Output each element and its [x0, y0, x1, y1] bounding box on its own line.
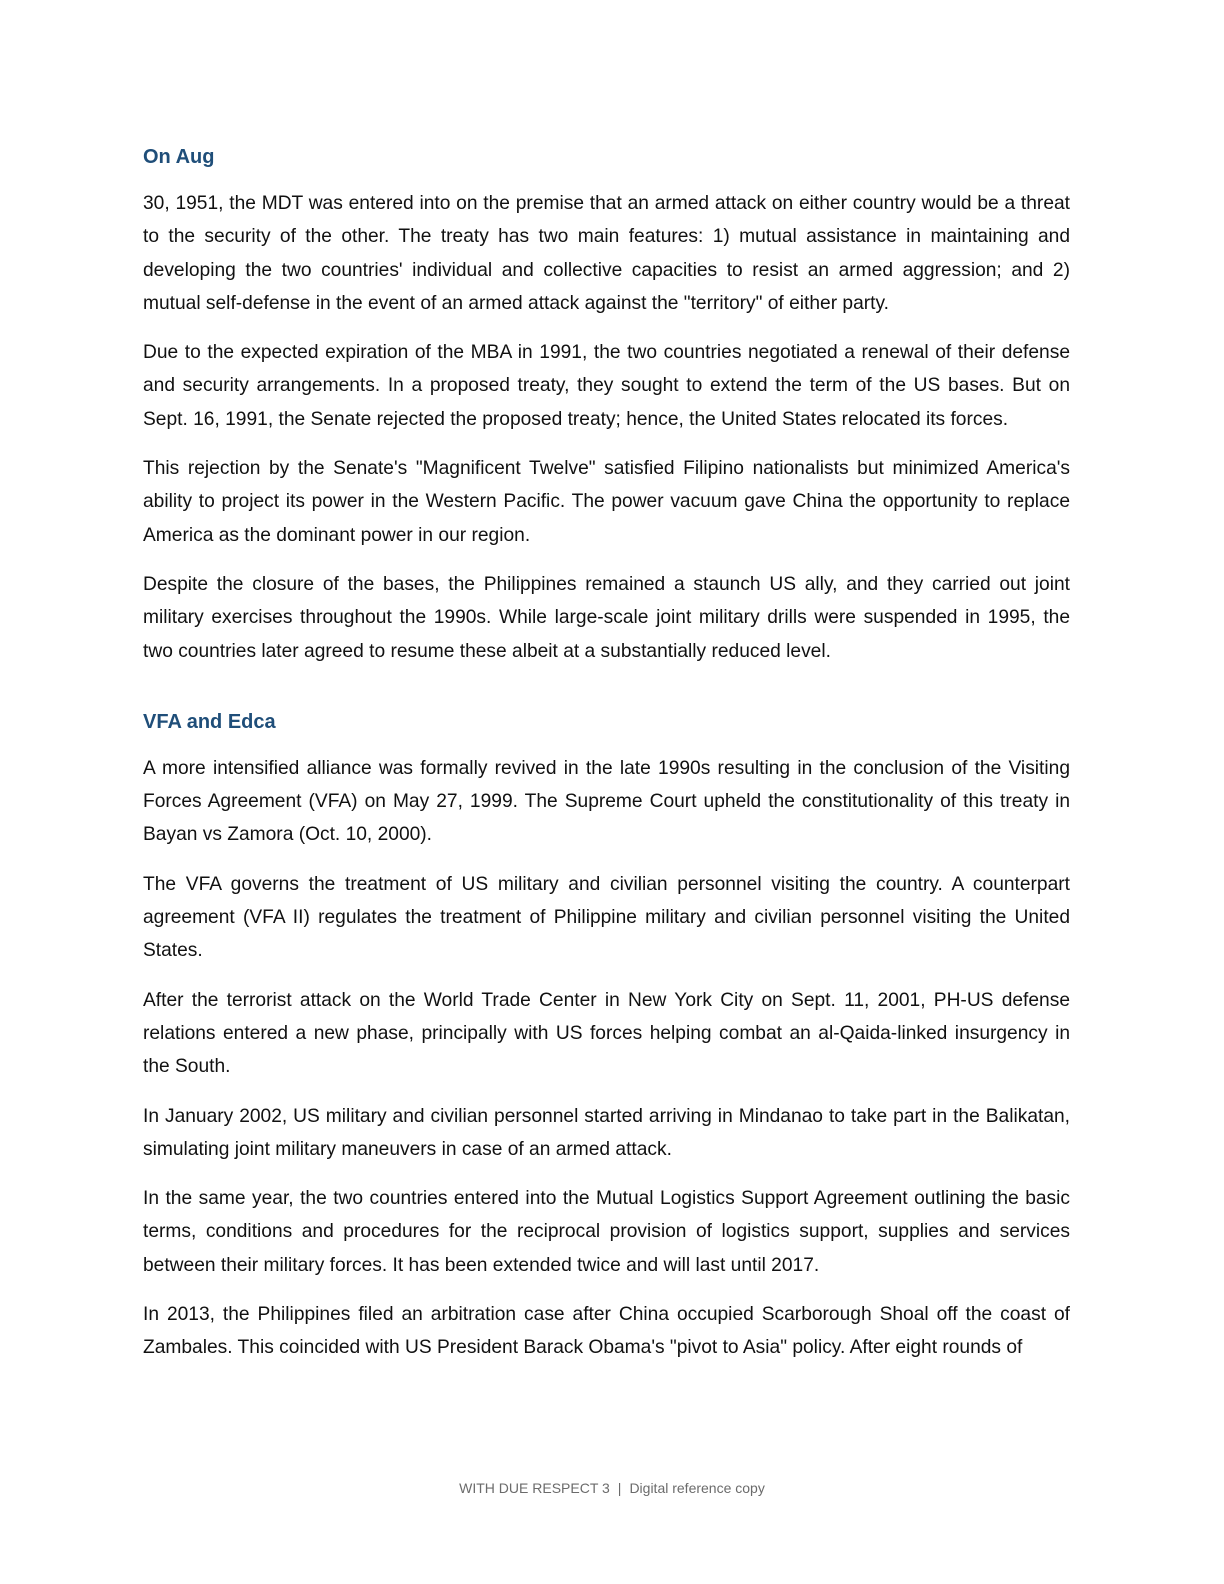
paragraph: In January 2002, US military and civilian personnel started arriving in Mindanao to take part in the Balikatan, simulating joint military maneuvers in case of an armed attack. [143, 1105, 1070, 1160]
page-footer [0, 1480, 1224, 1496]
paragraph: Despite the closure of the bases, the Philippines remained a staunch US ally, and they carried out joint military exercises throughout the 1990s. While large-scale joint military drills were suspended in 1995, the two countries later agreed to resume these albeit at a substantially reduced level. [143, 573, 1070, 662]
footer-copy-note: Digital reference copy [629, 1480, 765, 1496]
paragraph: In 2013, the Philippines filed an arbitration case after China occupied Scarborough Shoal off the coast of Zambales. This coincided with US President Barack Obama's "pivot to Asia" policy. After eight rounds of [143, 1304, 1070, 1359]
paragraph: Due to the expected expiration of the MBA in 1991, the two countries negotiated a renewal of their defense and security arrangements. In a proposed treaty, they sought to extend the term of the US bases. But on Sept. 16, 1991, the Senate rejected the proposed treaty; hence, the United States relocated its forces. [143, 342, 1070, 430]
document-body [143, 143, 1070, 1381]
paragraph: 30, 1951, the MDT was entered into on the premise that an armed attack on either country would be a threat to the security of the other. The treaty has two main features: 1) mutual assistance in maintaining and developing the two countries' individual and collective capacities to resist an armed aggression; and 2) mutual self-defense in the event of an armed attack against the "territory" of either party. [143, 193, 1070, 314]
paragraph: In the same year, the two countries entered into the Mutual Logistics Support Agreement outlining the basic terms, conditions and procedures for the reciprocal provision of logistics support, supplies and services between their military forces. It has been extended twice and will last until 2017. [143, 1188, 1070, 1276]
paragraph: This rejection by the Senate's "Magnificent Twelve" satisfied Filipino nationalists but minimized America's ability to project its power in the Western Pacific. The power vacuum gave China the opportunity to replace America as the dominant power in our region. [143, 458, 1070, 546]
section-heading-on-aug: On Aug [143, 146, 215, 168]
footer-separator: | [617, 1480, 622, 1496]
paragraph: The VFA governs the treatment of US military and civilian personnel visiting the country. A counterpart agreement (VFA II) regulates the treatment of Philippine military and civilian personnel visiting the United States. [143, 873, 1070, 962]
footer-publication: WITH DUE RESPECT 3 [459, 1480, 610, 1496]
paragraph: After the terrorist attack on the World Trade Center in New York City on Sept. 11, 2001, PH-US defense relations entered a new phase, principally with US forces helping combat an al-Qaida-linked insurgency in the South. [143, 989, 1070, 1078]
section-heading-vfa-and-edca: VFA and Edca [143, 710, 276, 733]
paragraph: A more intensified alliance was formally revived in the late 1990s resulting in the conclusion of the Visiting Forces Agreement (VFA) on May 27, 1999. The Supreme Court upheld the constitutionality of this treaty in Bayan vs Zamora (Oct. 10, 2000). [143, 757, 1070, 846]
